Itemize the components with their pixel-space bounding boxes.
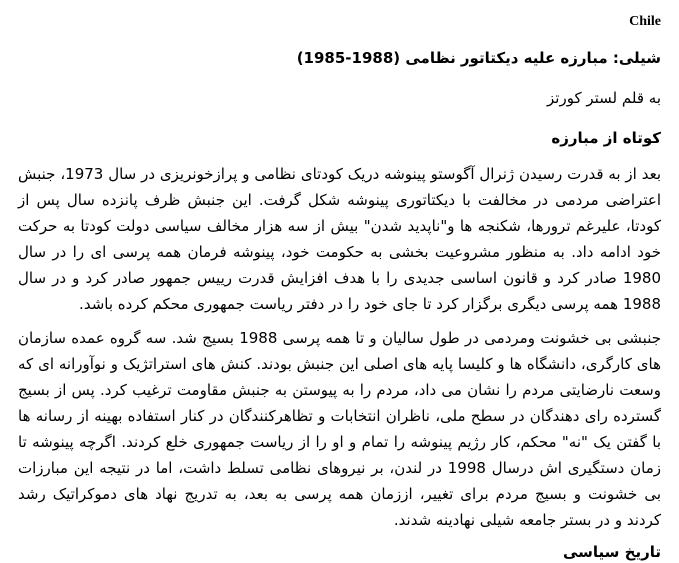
struggle-summary-paragraph-1: بعد از به قدرت رسیدن ژنرال آگوستو پینوشه دریک کودتای نظامی و پرازخونریزی در سال 1973، جنبش اعتراضی مردمی در مخالفت با دیکتاتوری پینوشه شکل گرفت. این جنبش ظرف پانزده سال پس از کودتا، علیرغم ترورها، شکنجه ها و"ناپدید شدن" بیش از سه هزار مخالف سیاسی دولت کودتا به حرکت خود ادامه داد. به منظور مشروعیت بخشی به حکومت خود، پینوشه فرمان همه پرسی ای را در سال 1980 صادر کرد و قانون اساسی جدیدی را با هدف افزایش قدرت رییس جمهور صادر کرد و در سال 1988 همه پرسی دیگری برگزار کرد تا جای خود را در دفتر ریاست جمهوری محکم کرده باشد.: [18, 165, 661, 313]
section-heading-struggle-summary: کوتاه از مبارزه: [551, 129, 661, 147]
country-title: Chile: [629, 14, 661, 29]
section-heading-political-history: تاریخ سیاسی: [563, 543, 661, 561]
struggle-summary-paragraph-2: جنبشی بی خشونت ومردمی در طول سالیان و تا همه پرسی 1988 بسیج شد. سه گروه عمده سازمان های کارگری، دانشگاه ها و کلیسا پایه های اصلی این جنبش بودند. کنش های استراتژیک و نوآورانه ای که وسعت نارضایتی مردم را نشان می داد، مردم را به پیوستن به جنبش مقاومت ترغیب کرد. پس از بسیج گسترده رای دهندگان در سطح ملی، ناظران انتخابات و تظاهرکنندگان در کنار استفاده بهینه از رسانه ها با گفتن یک "نه" محکم، کار رژیم پینوشه را تمام و او را از ریاست جمهوری خلع کردند. اگرچه پینوشه تا زمان دستگیری اش درسال 1998 در لندن، بر نیروهای نظامی تسلط داشت، اما در نتیجه این مبارزات بی خشونت و بسیج مردم برای تغییر، اززمان همه پرسی به بعد، به تدریج نهاد های دموکراتیک رشد کردند و در بستر جامعه شیلی نهادینه شدند.: [18, 329, 661, 529]
byline: به قلم لستر کورتز: [547, 89, 661, 107]
document-title: شیلی: مبارزه علیه دیکتاتور نظامی (1988-1985): [296, 49, 661, 67]
